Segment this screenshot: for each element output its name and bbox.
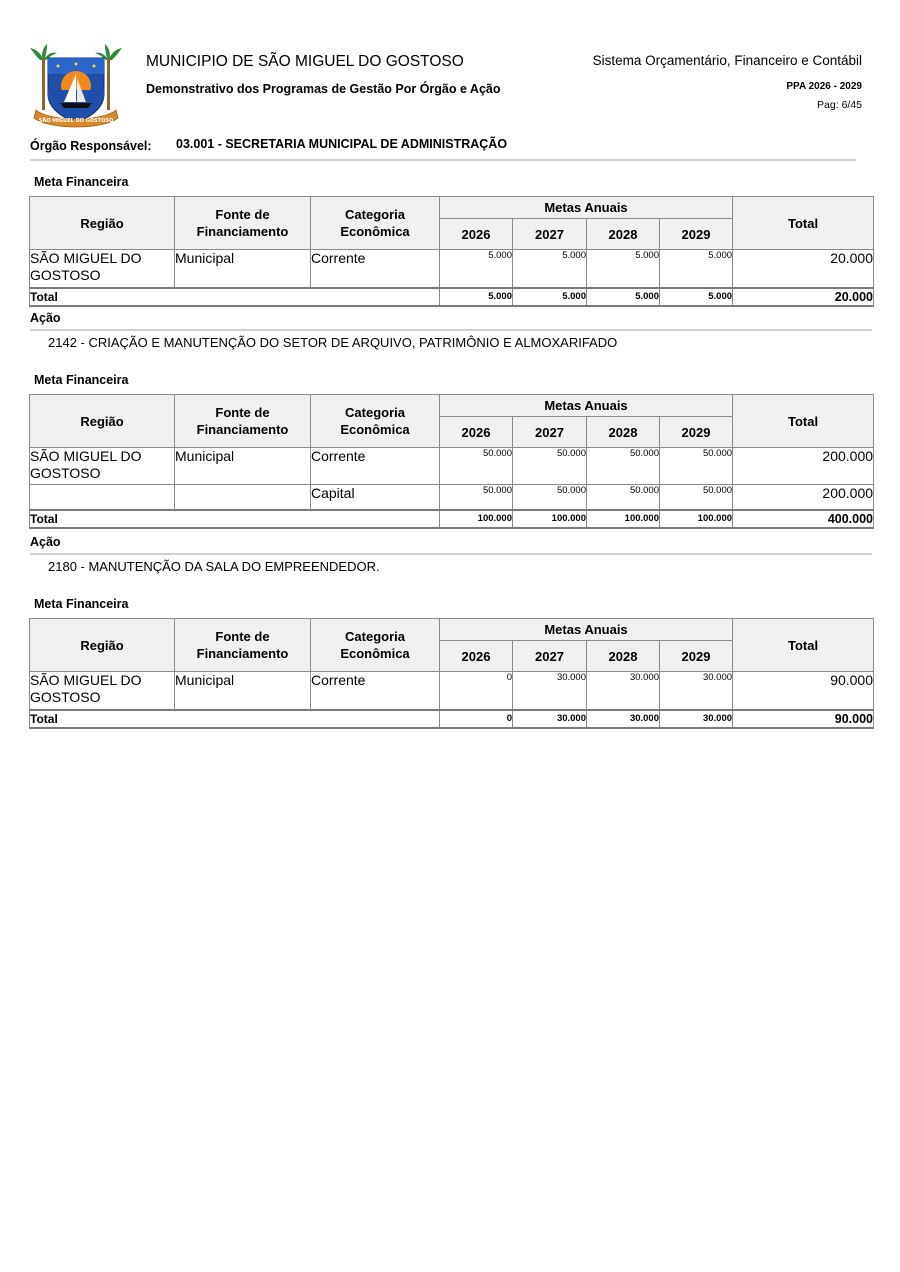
cell-fonte: Municipal [175, 672, 311, 710]
svg-text:SÃO MIGUEL DO GOSTOSO: SÃO MIGUEL DO GOSTOSO [38, 118, 114, 124]
cell-value: 50.000 [587, 448, 660, 485]
header-metas-anuais: Metas Anuais [440, 395, 733, 417]
cell-total: 200.000 [733, 485, 874, 510]
cell-fonte: Municipal [175, 250, 311, 288]
total-value: 30.000 [587, 710, 660, 728]
header-year: 2026 [440, 219, 513, 250]
ppa-period: PPA 2026 - 2029 [786, 81, 862, 92]
header-categoria: Categoria Econômica [311, 619, 440, 672]
meta-financeira-table [29, 196, 874, 307]
meta-financeira-table [29, 394, 874, 529]
header-regiao: Região [30, 197, 175, 250]
system-name: Sistema Orçamentário, Financeiro e Contábil [592, 53, 862, 68]
header-metas-anuais: Metas Anuais [440, 619, 733, 641]
table-row [30, 448, 874, 485]
cell-value: 50.000 [513, 485, 587, 510]
orgao-value: 03.001 - SECRETARIA MUNICIPAL DE ADMINISTRAÇÃO [176, 137, 508, 151]
header-total: Total [733, 619, 874, 672]
municipality-name: MUNICIPIO DE SÃO MIGUEL DO GOSTOSO [146, 53, 464, 70]
cell-value: 5.000 [513, 250, 587, 288]
total-value: 5.000 [660, 288, 733, 306]
cell-categoria: Capital [311, 485, 440, 510]
total-row [30, 510, 874, 528]
cell-total: 200.000 [733, 448, 874, 485]
meta-financeira-table [29, 618, 874, 729]
cell-regiao: SÃO MIGUEL DO GOSTOSO [30, 250, 175, 288]
header-year: 2027 [513, 641, 587, 672]
cell-regiao: SÃO MIGUEL DO GOSTOSO [30, 672, 175, 710]
total-value: 100.000 [587, 510, 660, 528]
divider [30, 159, 856, 161]
total-value: 0 [440, 710, 513, 728]
header-year: 2026 [440, 417, 513, 448]
header-year: 2026 [440, 641, 513, 672]
total-value: 30.000 [660, 710, 733, 728]
meta-financeira-heading: Meta Financeira [34, 373, 129, 387]
total-value: 100.000 [440, 510, 513, 528]
orgao-label: Órgão Responsável: [30, 139, 152, 153]
total-label: Total [30, 710, 440, 728]
cell-value: 30.000 [660, 672, 733, 710]
meta-financeira-heading: Meta Financeira [34, 175, 129, 189]
header-categoria: Categoria Econômica [311, 395, 440, 448]
cell-value: 0 [440, 672, 513, 710]
page-number: Pag: 6/45 [817, 99, 862, 111]
header-metas-anuais: Metas Anuais [440, 197, 733, 219]
header-year: 2028 [587, 641, 660, 672]
total-value: 100.000 [513, 510, 587, 528]
acao-description: 2142 - CRIAÇÃO E MANUTENÇÃO DO SETOR DE ARQUIVO, PATRIMÔNIO E ALMOXARIFADO [48, 335, 618, 350]
header-regiao: Região [30, 619, 175, 672]
cell-value: 5.000 [587, 250, 660, 288]
header-year: 2027 [513, 417, 587, 448]
cell-value: 50.000 [660, 448, 733, 485]
meta-financeira-heading: Meta Financeira [34, 597, 129, 611]
acao-description: 2180 - MANUTENÇÃO DA SALA DO EMPREENDEDOR. [48, 559, 380, 574]
total-label: Total [30, 288, 440, 306]
header-year: 2028 [587, 219, 660, 250]
header-year: 2029 [660, 219, 733, 250]
total-value: 5.000 [587, 288, 660, 306]
municipal-crest-logo [30, 44, 122, 130]
cell-value: 50.000 [660, 485, 733, 510]
cell-fonte [175, 485, 311, 510]
total-value: 5.000 [513, 288, 587, 306]
acao-heading: Ação [30, 311, 61, 325]
cell-categoria: Corrente [311, 250, 440, 288]
header-fonte: Fonte de Financiamento [175, 619, 311, 672]
total-value: 100.000 [660, 510, 733, 528]
header-regiao: Região [30, 395, 175, 448]
header-total: Total [733, 395, 874, 448]
header-fonte: Fonte de Financiamento [175, 197, 311, 250]
cell-fonte: Municipal [175, 448, 311, 485]
cell-categoria: Corrente [311, 448, 440, 485]
cell-value: 50.000 [440, 448, 513, 485]
total-label: Total [30, 510, 440, 528]
total-row [30, 710, 874, 728]
cell-value: 5.000 [440, 250, 513, 288]
report-title: Demonstrativo dos Programas de Gestão Por Órgão e Ação [146, 82, 501, 96]
header-categoria: Categoria Econômica [311, 197, 440, 250]
divider [30, 553, 872, 555]
total-row [30, 288, 874, 306]
divider [30, 329, 872, 331]
table-row [30, 485, 874, 510]
cell-value: 50.000 [587, 485, 660, 510]
header-year: 2029 [660, 641, 733, 672]
total-grand: 90.000 [733, 710, 874, 728]
cell-value: 30.000 [513, 672, 587, 710]
acao-heading: Ação [30, 535, 61, 549]
cell-value: 30.000 [587, 672, 660, 710]
table-row [30, 250, 874, 288]
total-value: 5.000 [440, 288, 513, 306]
table-row [30, 672, 874, 710]
header-year: 2027 [513, 219, 587, 250]
total-value: 30.000 [513, 710, 587, 728]
cell-value: 50.000 [513, 448, 587, 485]
header-year: 2029 [660, 417, 733, 448]
total-grand: 400.000 [733, 510, 874, 528]
cell-value: 5.000 [660, 250, 733, 288]
cell-regiao: SÃO MIGUEL DO GOSTOSO [30, 448, 175, 485]
cell-total: 90.000 [733, 672, 874, 710]
header-total: Total [733, 197, 874, 250]
cell-regiao [30, 485, 175, 510]
total-grand: 20.000 [733, 288, 874, 306]
cell-categoria: Corrente [311, 672, 440, 710]
header-fonte: Fonte de Financiamento [175, 395, 311, 448]
cell-value: 50.000 [440, 485, 513, 510]
cell-total: 20.000 [733, 250, 874, 288]
header-year: 2028 [587, 417, 660, 448]
